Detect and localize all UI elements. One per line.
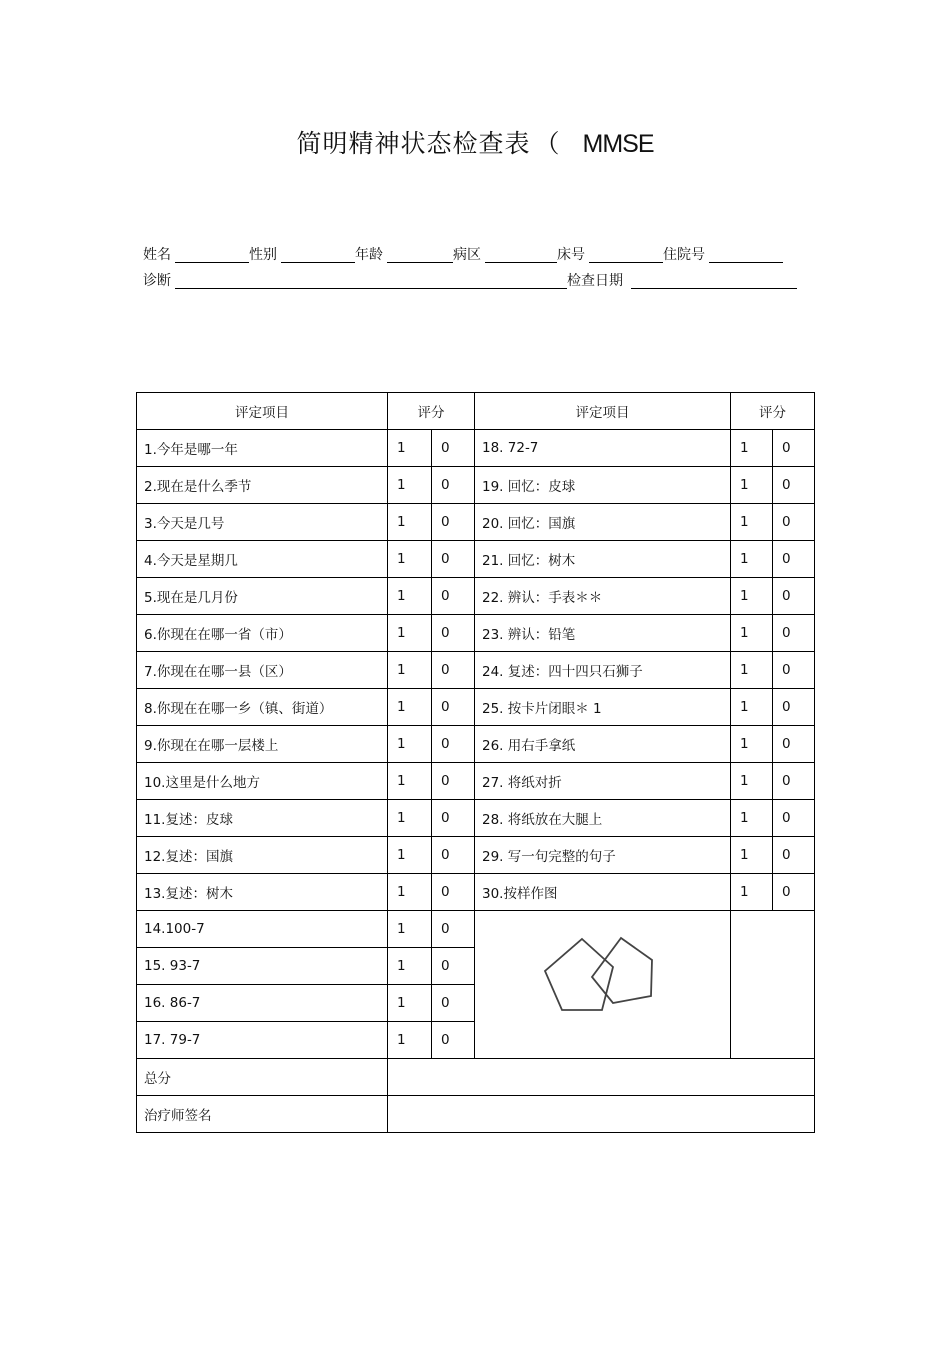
score-option-1[interactable]: 1 — [388, 652, 432, 689]
admission-no-field[interactable] — [709, 248, 783, 263]
table-row — [137, 874, 815, 911]
exam-date-field[interactable] — [631, 274, 797, 289]
score-option-0[interactable]: 0 — [773, 726, 815, 763]
score-option-0[interactable]: 0 — [773, 874, 815, 911]
item-label: 4.今天是星期几 — [137, 541, 388, 578]
gender-label: 性别 — [249, 247, 277, 263]
item-label: 15. 93-7 — [137, 948, 388, 985]
ward-field[interactable] — [485, 248, 557, 263]
diagnosis-field[interactable] — [175, 274, 567, 289]
score-option-1[interactable]: 1 — [731, 652, 773, 689]
score-option-0[interactable]: 0 — [773, 800, 815, 837]
score-option-1[interactable]: 1 — [731, 430, 773, 467]
score-option-1[interactable]: 1 — [731, 689, 773, 726]
score-option-0[interactable]: 0 — [432, 800, 475, 837]
table-row — [137, 763, 815, 800]
score-option-0[interactable]: 0 — [773, 504, 815, 541]
pentagon-left — [545, 939, 613, 1010]
item-label: 3.今天是几号 — [137, 504, 388, 541]
score-option-0[interactable]: 0 — [432, 541, 475, 578]
signature-row — [137, 1096, 815, 1133]
score-option-0[interactable]: 0 — [773, 467, 815, 504]
diagnosis-label: 诊断 — [143, 273, 171, 289]
item-label: 8.你现在在哪一乡（镇、街道） — [137, 689, 388, 726]
header-item-right: 评定项目 — [475, 393, 731, 430]
age-field[interactable] — [387, 248, 453, 263]
ward-label: 病区 — [453, 247, 481, 263]
score-option-0[interactable]: 0 — [432, 837, 475, 874]
item-label: 18. 72-7 — [475, 430, 731, 467]
score-option-0[interactable]: 0 — [432, 911, 475, 948]
table-row — [137, 578, 815, 615]
score-option-1[interactable]: 1 — [731, 874, 773, 911]
table-row — [137, 911, 815, 948]
score-option-1[interactable]: 1 — [388, 578, 432, 615]
score-option-1[interactable]: 1 — [388, 726, 432, 763]
score-option-1[interactable]: 1 — [388, 911, 432, 948]
score-option-0[interactable]: 0 — [432, 467, 475, 504]
item-label: 21. 回忆：树木 — [475, 541, 731, 578]
score-option-0[interactable]: 0 — [773, 615, 815, 652]
item-label: 13.复述：树木 — [137, 874, 388, 911]
score-option-1[interactable]: 1 — [731, 837, 773, 874]
item-label: 28. 将纸放在大腿上 — [475, 800, 731, 837]
table-row — [137, 689, 815, 726]
score-option-1[interactable]: 1 — [388, 985, 432, 1022]
item-label: 6.你现在在哪一省（市） — [137, 615, 388, 652]
table-header-row — [137, 393, 815, 430]
gender-field[interactable] — [281, 248, 355, 263]
exam-date-label: 检查日期 — [567, 273, 623, 289]
item-label: 14.100-7 — [137, 911, 388, 948]
item-label: 29. 写一句完整的句子 — [475, 837, 731, 874]
score-option-0[interactable]: 0 — [432, 689, 475, 726]
score-option-0[interactable]: 0 — [432, 763, 475, 800]
table-row — [137, 430, 815, 467]
signature-field[interactable] — [388, 1096, 815, 1133]
table-row — [137, 652, 815, 689]
item-label: 26. 用右手拿纸 — [475, 726, 731, 763]
pentagon-right — [592, 938, 652, 1003]
item-label: 16. 86-7 — [137, 985, 388, 1022]
item-label: 10.这里是什么地方 — [137, 763, 388, 800]
score-option-1[interactable]: 1 — [731, 800, 773, 837]
table-row — [137, 837, 815, 874]
bed-label: 床号 — [557, 247, 585, 263]
score-option-1[interactable]: 1 — [731, 763, 773, 800]
score-option-0[interactable]: 0 — [432, 430, 475, 467]
score-option-0[interactable]: 0 — [432, 504, 475, 541]
total-label: 总分 — [137, 1059, 388, 1096]
header-score-right: 评分 — [731, 393, 815, 430]
item-label: 5.现在是几月份 — [137, 578, 388, 615]
score-option-1[interactable]: 1 — [731, 504, 773, 541]
score-option-1[interactable]: 1 — [388, 837, 432, 874]
score-option-1[interactable]: 1 — [388, 615, 432, 652]
item-label: 9.你现在在哪一层楼上 — [137, 726, 388, 763]
admission-no-label: 住院号 — [663, 247, 705, 263]
item-label: 1.今年是哪一年 — [137, 430, 388, 467]
table-row — [137, 541, 815, 578]
item-label: 30.按样作图 — [475, 874, 731, 911]
score-option-0[interactable]: 0 — [432, 874, 475, 911]
patient-info-row-2 — [143, 270, 797, 290]
intersecting-pentagons-figure — [475, 913, 729, 1053]
score-option-1[interactable]: 1 — [388, 467, 432, 504]
item-label: 22. 辨认：手表＊＊ — [475, 578, 731, 615]
patient-info-row-1 — [143, 244, 783, 264]
score-option-0[interactable]: 0 — [773, 578, 815, 615]
item-label: 25. 按卡片闭眼＊ 1 — [475, 689, 731, 726]
score-option-0[interactable]: 0 — [432, 615, 475, 652]
score-option-1[interactable]: 1 — [388, 504, 432, 541]
drawing-sample-cell — [475, 911, 731, 1059]
score-option-0[interactable]: 0 — [432, 726, 475, 763]
signature-label: 治疗师签名 — [137, 1096, 388, 1133]
score-option-0[interactable]: 0 — [432, 948, 475, 985]
assessment-table — [136, 392, 815, 1133]
score-option-0[interactable]: 0 — [773, 430, 815, 467]
item-label: 2.现在是什么季节 — [137, 467, 388, 504]
table-row — [137, 726, 815, 763]
score-option-1[interactable]: 1 — [388, 689, 432, 726]
score-option-1[interactable]: 1 — [388, 763, 432, 800]
score-option-0[interactable]: 0 — [432, 578, 475, 615]
total-row — [137, 1059, 815, 1096]
score-option-1[interactable]: 1 — [388, 1022, 432, 1059]
score-option-0[interactable]: 0 — [773, 689, 815, 726]
score-option-0[interactable]: 0 — [432, 1022, 475, 1059]
table-row — [137, 615, 815, 652]
item-label: 23. 辨认：铅笔 — [475, 615, 731, 652]
item-label: 20. 回忆：国旗 — [475, 504, 731, 541]
score-option-0[interactable]: 0 — [432, 985, 475, 1022]
table-row — [137, 467, 815, 504]
score-option-1[interactable]: 1 — [731, 726, 773, 763]
item-label: 24. 复述：四十四只石狮子 — [475, 652, 731, 689]
item-label: 19. 回忆：皮球 — [475, 467, 731, 504]
score-option-1[interactable]: 1 — [388, 800, 432, 837]
item-label: 11.复述：皮球 — [137, 800, 388, 837]
score-option-1[interactable]: 1 — [388, 541, 432, 578]
item-label: 27. 将纸对折 — [475, 763, 731, 800]
table-row — [137, 800, 815, 837]
page-title: 简明精神状态检查表 （ MMSE — [296, 129, 654, 158]
name-field[interactable] — [175, 248, 249, 263]
score-option-1[interactable]: 1 — [388, 430, 432, 467]
age-label: 年龄 — [355, 247, 383, 263]
score-option-1[interactable]: 1 — [388, 874, 432, 911]
score-option-1[interactable]: 1 — [731, 541, 773, 578]
item-label: 12.复述：国旗 — [137, 837, 388, 874]
score-option-1[interactable]: 1 — [731, 615, 773, 652]
score-option-1[interactable]: 1 — [731, 578, 773, 615]
header-item-left: 评定项目 — [137, 393, 388, 430]
drawing-score-cell[interactable] — [731, 911, 815, 1059]
score-option-1[interactable]: 1 — [388, 948, 432, 985]
name-label: 姓名 — [143, 247, 171, 263]
score-option-1[interactable]: 1 — [731, 467, 773, 504]
table-row — [137, 504, 815, 541]
score-option-0[interactable]: 0 — [773, 837, 815, 874]
item-label: 7.你现在在哪一县（区） — [137, 652, 388, 689]
bed-field[interactable] — [589, 248, 663, 263]
item-label: 17. 79-7 — [137, 1022, 388, 1059]
header-score-left: 评分 — [388, 393, 475, 430]
score-option-0[interactable]: 0 — [432, 652, 475, 689]
score-option-0[interactable]: 0 — [773, 541, 815, 578]
total-field[interactable] — [388, 1059, 815, 1096]
score-option-0[interactable]: 0 — [773, 652, 815, 689]
score-option-0[interactable]: 0 — [773, 763, 815, 800]
